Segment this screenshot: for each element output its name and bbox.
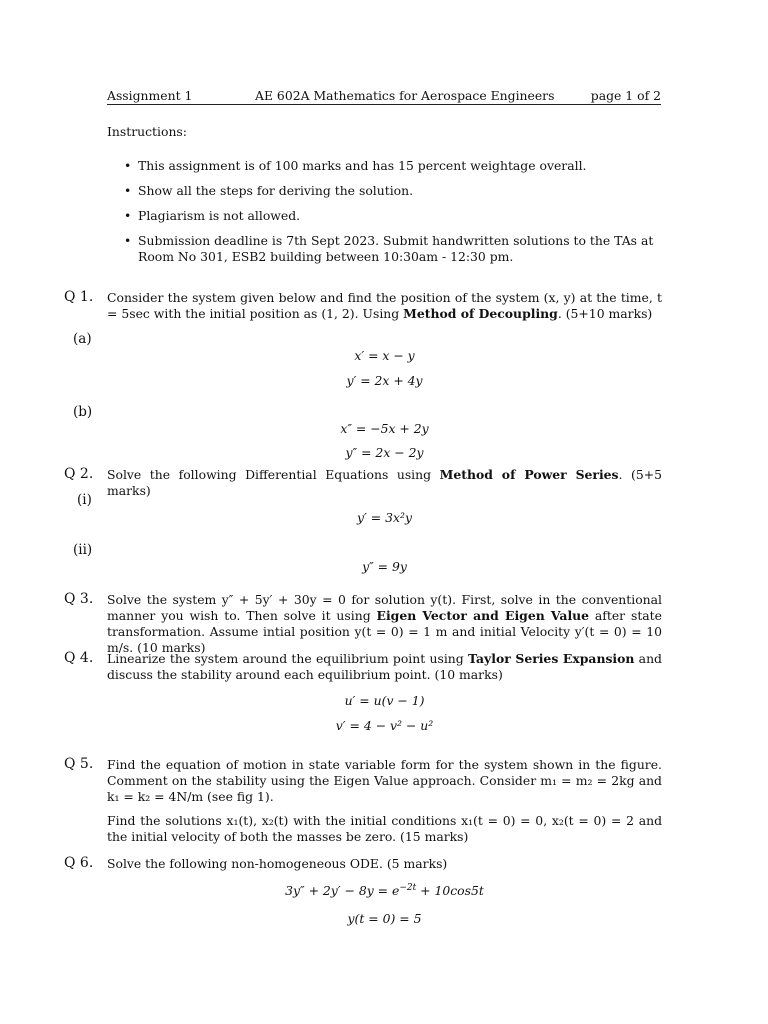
page-header [107,86,661,105]
question-number-q3: Q 3. [64,591,94,607]
part-label-i: (i) [77,492,92,508]
question-text-q1 [107,290,662,322]
question-number-q6: Q 6. [64,855,94,871]
question-number-q2: Q 2. [64,466,94,482]
question-text-q5-para1: Find the equation of motion in state variable form for the system shown in the figure. Comment on the stability using the Eigen Value approach. Consider m₁ = m₂ = 2kg and k₁ = k₂ = 4N/m (see fig 1). [107,757,662,804]
instruction-item: • Show all the steps for deriving the solution. [122,183,662,199]
header-assignment-label: Assignment 1 [107,88,193,103]
question-text-q2 [107,467,662,499]
header-page-number: page 1 of 2 [590,88,661,103]
part-label-a: (a) [73,331,92,347]
equation-part: + 10cos5t [416,883,484,898]
question-text-q3 [107,592,662,656]
equation-part: 3y″ + 2y′ − 8y = e [285,883,400,898]
instruction-item: • This assignment is of 100 marks and has 15 percent weightage overall. [122,158,662,174]
equation-q1b-2: y″ = 2x − 2y [345,445,424,460]
instruction-item: • Plagiarism is not allowed. [122,208,662,224]
equation-q1b-1: x″ = −5x + 2y [340,421,429,436]
part-label-ii: (ii) [73,542,93,558]
question-text-part: Solve the following Differential Equations using [107,467,440,482]
question-number-q4: Q 4. [64,650,94,666]
question-text-part: Linearize the system around the equilibrium point using [107,651,468,666]
equation-q4-2: v′ = 4 − v² − u² [335,718,434,733]
equation-exponent: −2t [399,882,417,893]
question-text-part: Consider the system given below and find the position of the system (x, y) at the time, t = 5sec with the initial position as (1, 2). Using [107,290,662,321]
equation-q6-2: y(t = 0) = 5 [347,911,422,926]
question-text-q6: Solve the following non-homogeneous ODE. (5 marks) [107,856,448,871]
question-text-part: and discuss the stability around each equilibrium point. (10 marks) [107,651,662,682]
question-text-part: after state transformation. Assume intial position y(t = 0) = 1 m and initial Velocity y′(t = 0) = 10 m/s. (10 marks) [107,608,662,655]
method-name: Method of Power Series [439,467,619,482]
instruction-item: • Submission deadline is 7th Sept 2023. Submit handwritten solutions to the TAs at Room No 301, ESB2 building between 10:30am - 12:30 pm. [122,233,662,265]
equation-q1a-2: y′ = 2x + 4y [346,373,423,388]
part-label-b: (b) [73,404,93,420]
question-number-q5: Q 5. [64,756,94,772]
equation-q6-1 [107,883,662,899]
question-text-q4 [107,651,662,683]
equation-q2-i: y′ = 3x²y [357,510,412,525]
question-text-part: . (5+5 marks) [107,467,662,498]
question-text-part: Solve the system y″ + 5y′ + 30y = 0 for solution y(t). First, solve in the conventional manner you wish to. Then solve it using [107,592,662,623]
equation-q4-1: u′ = u(v − 1) [344,693,425,708]
question-text-part: . (5+10 marks) [557,306,653,321]
instructions-list [122,158,662,274]
method-name: Taylor Series Expansion [467,651,635,666]
instructions-heading: Instructions: [107,124,187,139]
method-name: Method of Decoupling [403,306,558,321]
question-number-q1: Q 1. [64,289,94,305]
header-course-title: AE 602A Mathematics for Aerospace Engineers [255,88,555,103]
equation-q1a-1: x′ = x − y [354,348,415,363]
equation-q2-ii: y″ = 9y [362,559,407,574]
method-name: Eigen Vector and Eigen Value [376,608,590,623]
question-text-q5-para2: Find the solutions x₁(t), x₂(t) with the initial conditions x₁(t = 0) = 0, x₂(t = 0) = 2 and the initial velocity of both the masses be zero. (15 marks) [107,813,662,844]
